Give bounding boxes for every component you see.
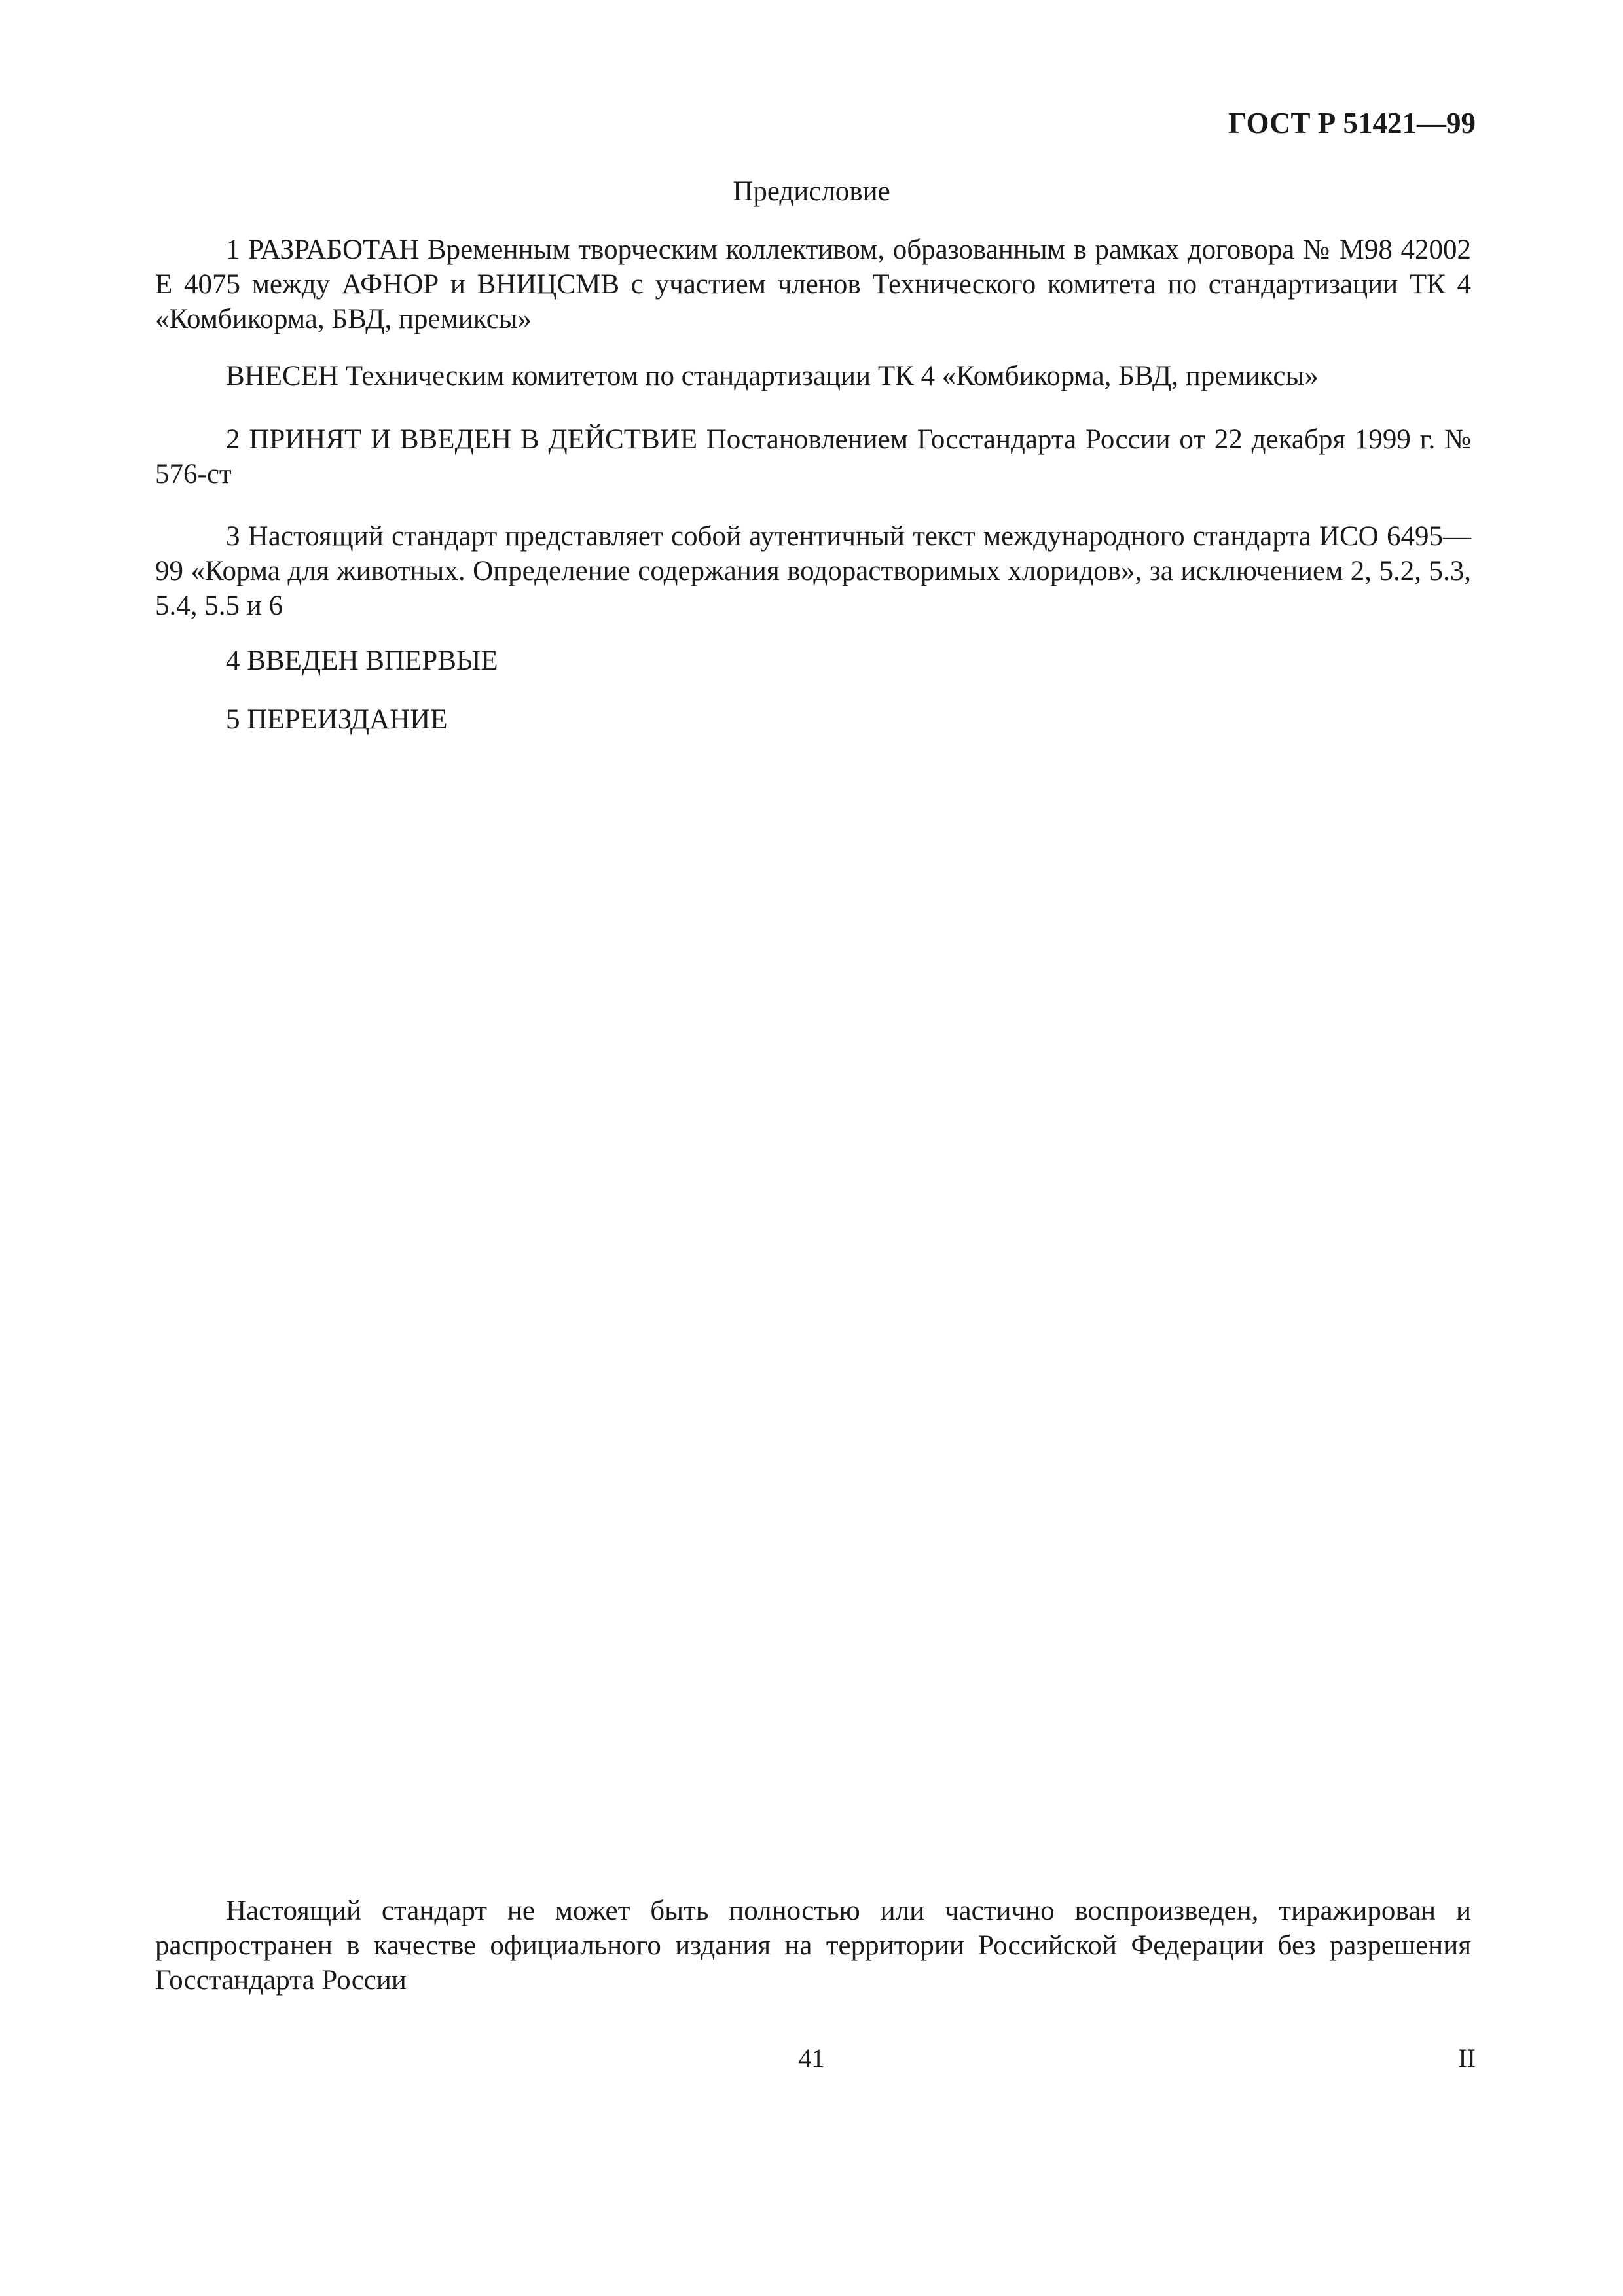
document-code: ГОСТ Р 51421—99 — [1228, 107, 1476, 139]
foreword-title: Предисловие — [733, 176, 890, 207]
page-roman-numeral: II — [1458, 2043, 1476, 2073]
foreword-paragraph-developed: 1 РАЗРАБОТАН Временным творческим коллективом, образованным в рамках договора № M98 42002 E 4075 между АФНОР и ВНИЦСМВ с участием членов Технического комитета по стандартизации ТК 4 «Комбикорма, БВД, премиксы» — [155, 234, 1471, 334]
foreword-paragraph-adopted: 2 ПРИНЯТ И ВВЕДЕН В ДЕЙСТВИЕ Постановлением Госстандарта России от 22 декабря 1999 г. № 576-ст — [155, 424, 1471, 490]
foreword-paragraph-authentic-text: 3 Настоящий стандарт представляет собой аутентичный текст международного стандарта ИСО 6495—99 «Корма для животных. Определение содержания водорастворимых хлоридов», за исключением 2, 5.2, 5.3, 5.4, 5.5 и 6 — [155, 521, 1471, 621]
foreword-paragraph-first-introduced: 4 ВВЕДЕН ВПЕРВЫЕ — [226, 645, 498, 676]
foreword-paragraph-reissue: 5 ПЕРЕИЗДАНИЕ — [226, 704, 448, 735]
page-number: 41 — [798, 2043, 825, 2073]
foreword-paragraph-submitted: ВНЕСЕН Техническим комитетом по стандартизации ТК 4 «Комбикорма, БВД, премиксы» — [226, 361, 1319, 391]
copyright-notice: Настоящий стандарт не может быть полностью или частично воспроизведен, тиражирован и распространен в качестве официального издания на территории Российской Федерации без разрешения Госстандарта России — [155, 1895, 1471, 1996]
